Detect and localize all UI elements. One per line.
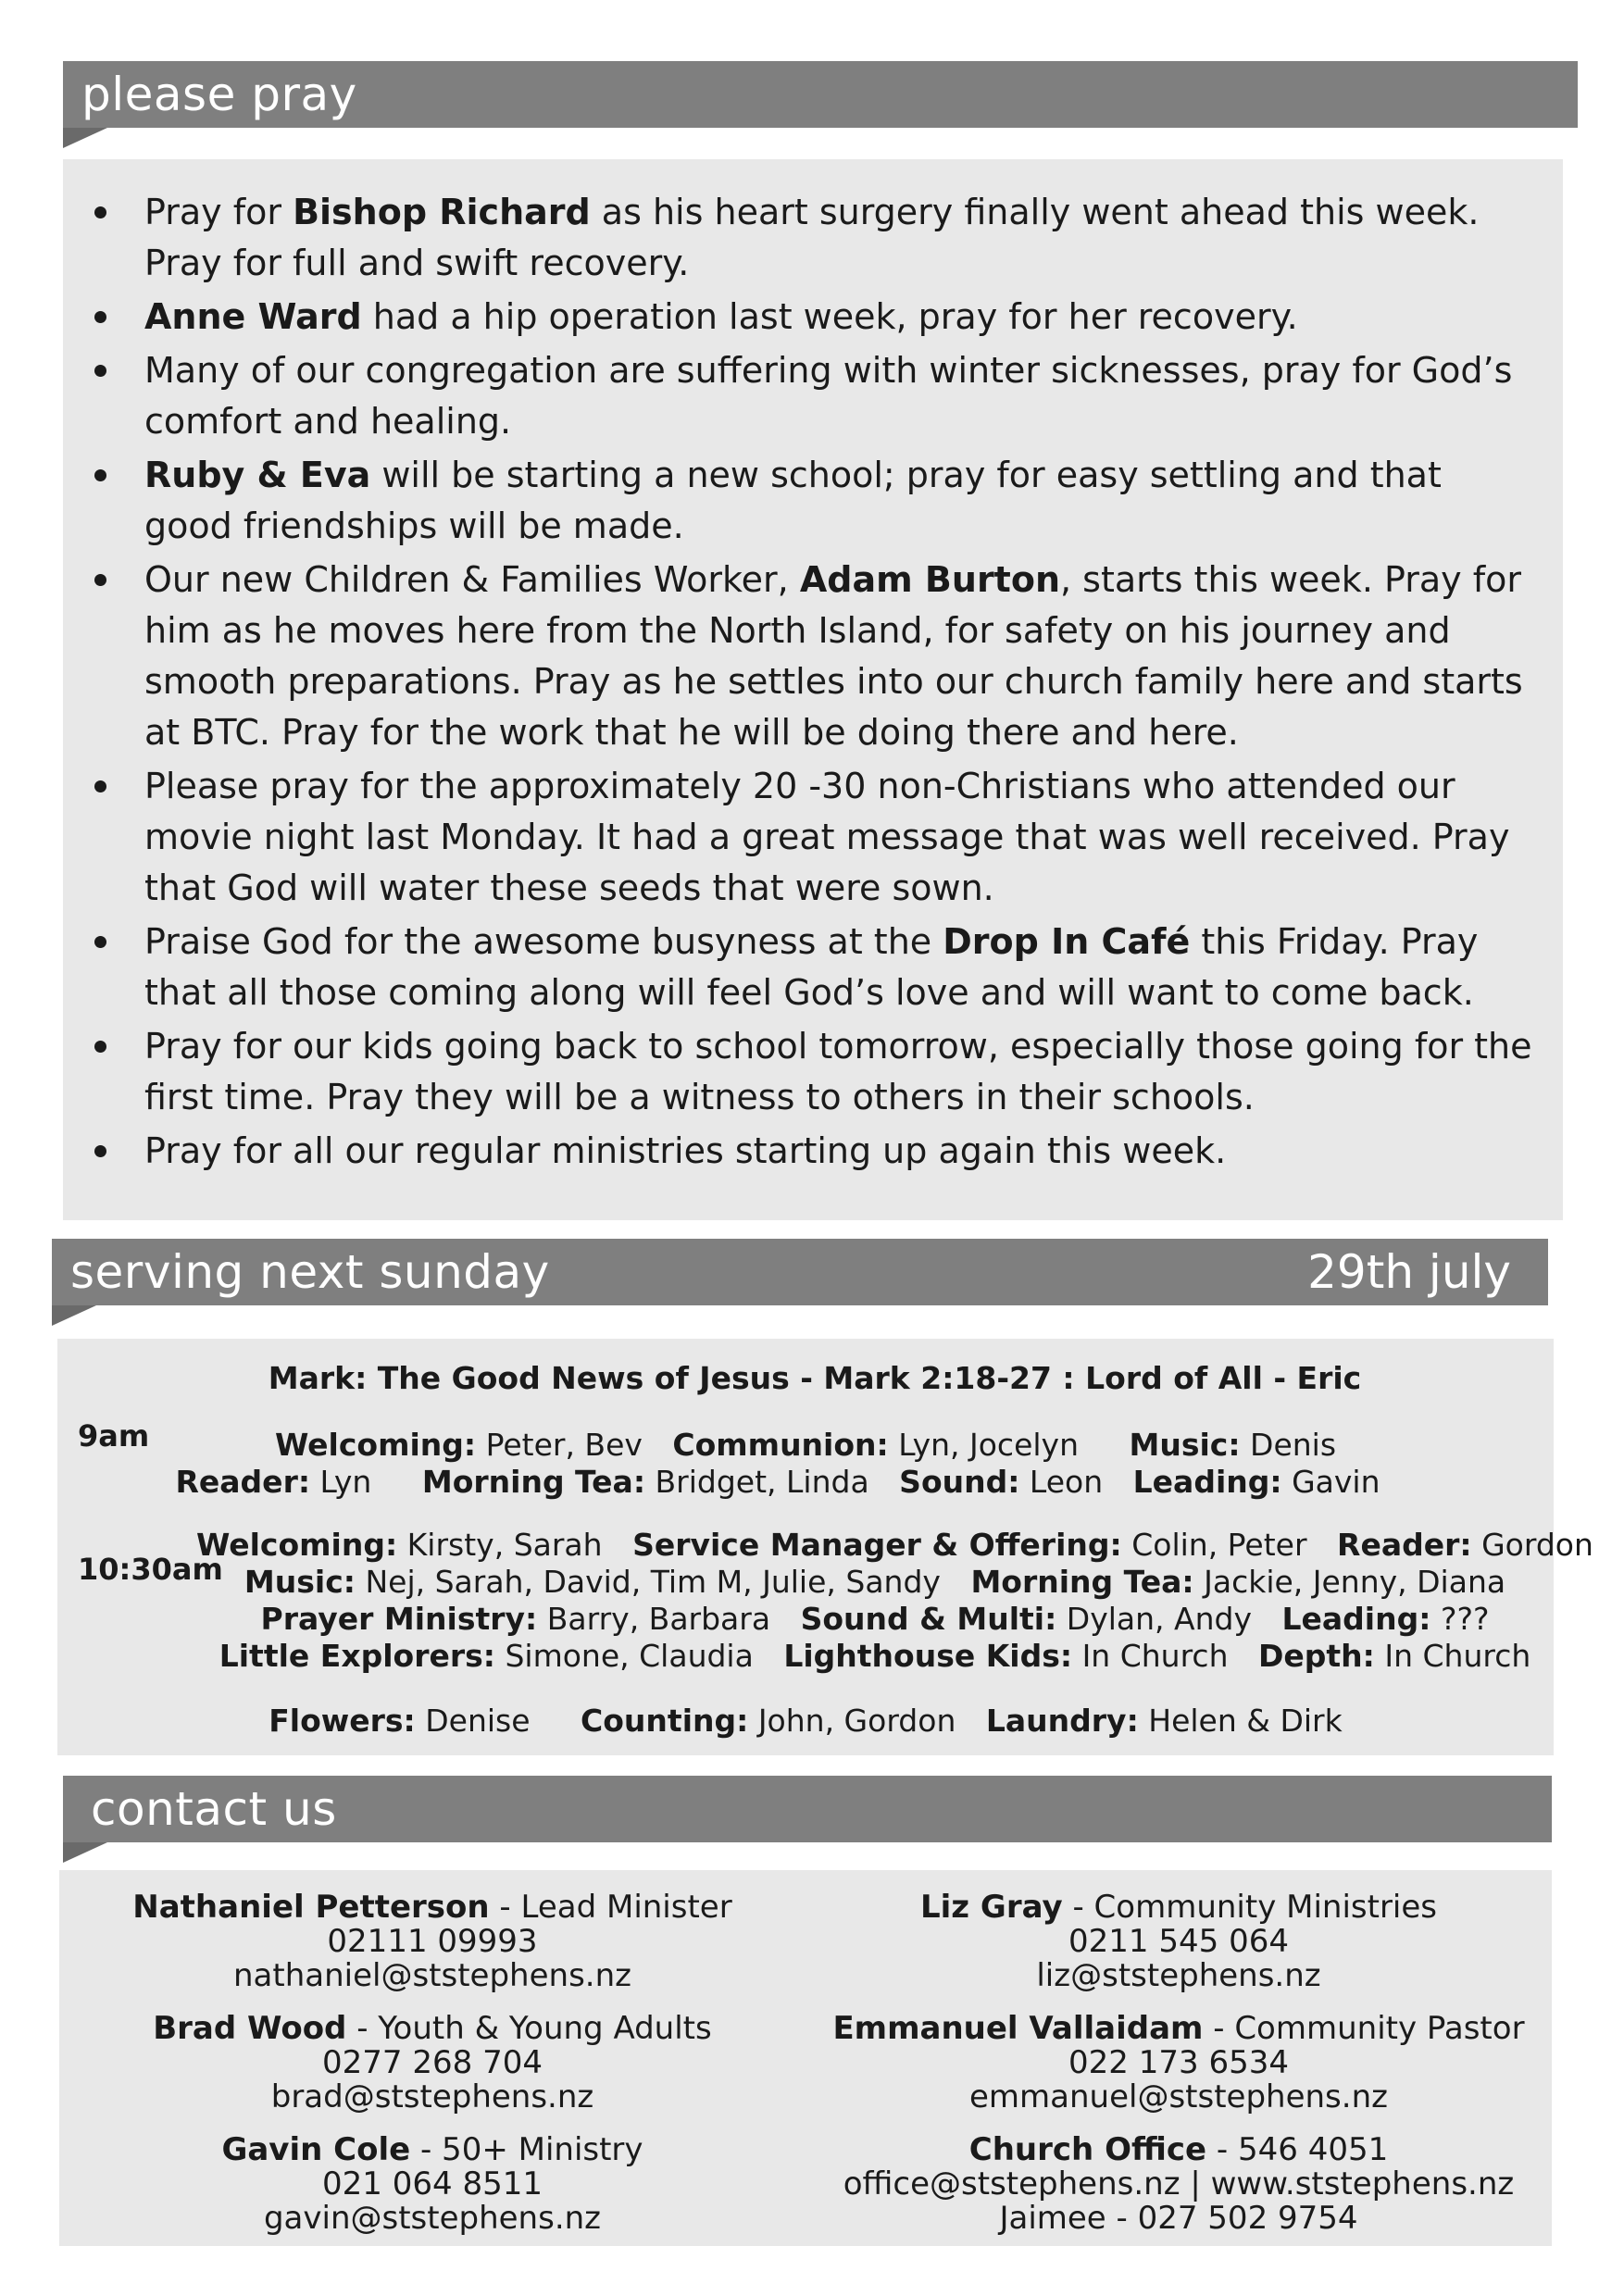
bullet-icon xyxy=(94,780,106,792)
bullet-icon xyxy=(94,1145,106,1157)
prayer-item: Pray for our kids going back to school tomorrow, especially those going for the first time. Pray they will be a witness to others in their schools. xyxy=(63,1021,1535,1123)
contact-banner-tab xyxy=(63,1842,107,1863)
bullet-icon xyxy=(94,936,106,948)
serving-date: 29th july xyxy=(1307,1245,1511,1299)
contact-card: Liz Gray - Community Ministries 0211 545 064 liz@ststephens.nz xyxy=(919,1889,1438,1994)
prayer-item: Please pray for the approximately 20 -30 non-Christians who attended our movie night last Monday. It had a great message that was well received. Pray that God will water these seeds that were sown. xyxy=(63,761,1535,914)
prayer-panel xyxy=(63,159,1563,1220)
prayer-item: Pray for all our regular ministries starting up again this week. xyxy=(63,1126,1535,1177)
serving-row: Prayer Ministry: Barry, Barbara Sound & Multi: Dylan, Andy Leading: ??? xyxy=(260,1601,1490,1637)
sermon-title: Mark: The Good News of Jesus - Mark 2:18-27 : Lord of All - Eric xyxy=(268,1360,1362,1396)
bullet-icon xyxy=(94,311,106,323)
serving-panel xyxy=(57,1339,1593,1755)
please-pray-banner xyxy=(63,61,1578,128)
contact-card: Church Office - 546 4051 office@ststephens.nz | www.ststephens.nz Jaimee - 027 502 9754 xyxy=(843,2131,1515,2237)
contact-banner xyxy=(63,1776,1552,1842)
prayer-item: Pray for Bishop Richard as his heart surgery finally went ahead this week. Pray for full and swift recovery. xyxy=(63,187,1535,289)
bullet-icon xyxy=(94,1041,106,1053)
contact-card: Brad Wood - Youth & Young Adults 0277 268 704 brad@ststephens.nz xyxy=(153,2010,712,2115)
please-pray-banner-tab xyxy=(63,128,107,148)
contact-column-left xyxy=(59,1870,806,2236)
serving-row: Music: Nej, Sarah, David, Tim M, Julie, Sandy Morning Tea: Jackie, Jenny, Diana xyxy=(244,1564,1506,1600)
prayer-item: Our new Children & Families Worker, Adam Burton, starts this week. Pray for him as he moves here from the North Island, for safety on his journey and smooth preparations. Pray as he settles into our church family here and starts at BTC. Pray for the work that he will be doing there and here. xyxy=(63,555,1535,758)
bullet-icon xyxy=(94,365,106,377)
serving-row: Reader: Lyn Morning Tea: Bridget, Linda Sound: Leon Leading: Gavin xyxy=(175,1464,1380,1500)
contact-title: contact us xyxy=(91,1782,337,1836)
prayer-item: Ruby & Eva will be starting a new school; pray for easy settling and that good friendships will be made. xyxy=(63,450,1535,552)
contact-panel xyxy=(59,1870,1552,2246)
contact-card: Emmanuel Vallaidam - Community Pastor 022 173 6534 emmanuel@ststephens.nz xyxy=(832,2010,1525,2115)
contact-card: Nathaniel Petterson - Lead Minister 02111 09993 nathaniel@ststephens.nz xyxy=(132,1889,732,1994)
serving-row: Welcoming: Peter, Bev Communion: Lyn, Jocelyn Music: Denis xyxy=(274,1427,1337,1463)
bullet-icon xyxy=(94,574,106,586)
bullet-icon xyxy=(94,206,106,218)
please-pray-title: please pray xyxy=(81,68,357,121)
prayer-item: Praise God for the awesome busyness at the Drop In Café this Friday. Pray that all those coming along will feel God’s love and will want to come back. xyxy=(63,917,1535,1018)
prayer-item: Anne Ward had a hip operation last week, pray for her recovery. xyxy=(63,292,1535,343)
time-9am: 9am xyxy=(78,1418,150,1454)
serving-row: Flowers: Denise Counting: John, Gordon Laundry: Helen & Dirk xyxy=(269,1703,1343,1739)
prayer-list xyxy=(63,187,1535,1179)
serving-row: Little Explorers: Simone, Claudia Lighthouse Kids: In Church Depth: In Church xyxy=(219,1638,1531,1674)
prayer-item: Many of our congregation are suffering with winter sicknesses, pray for God’s comfort and healing. xyxy=(63,345,1535,447)
serving-banner xyxy=(52,1239,1548,1305)
bullet-icon xyxy=(94,469,106,481)
contact-column-right xyxy=(806,1870,1552,2236)
serving-row: Welcoming: Kirsty, Sarah Service Manager & Offering: Colin, Peter Reader: Gordon xyxy=(196,1527,1593,1563)
serving-title: serving next sunday xyxy=(70,1245,550,1299)
time-1030am: 10:30am xyxy=(78,1552,223,1587)
serving-banner-tab xyxy=(52,1305,96,1326)
contact-card: Gavin Cole - 50+ Ministry 021 064 8511 gavin@ststephens.nz xyxy=(221,2131,643,2237)
